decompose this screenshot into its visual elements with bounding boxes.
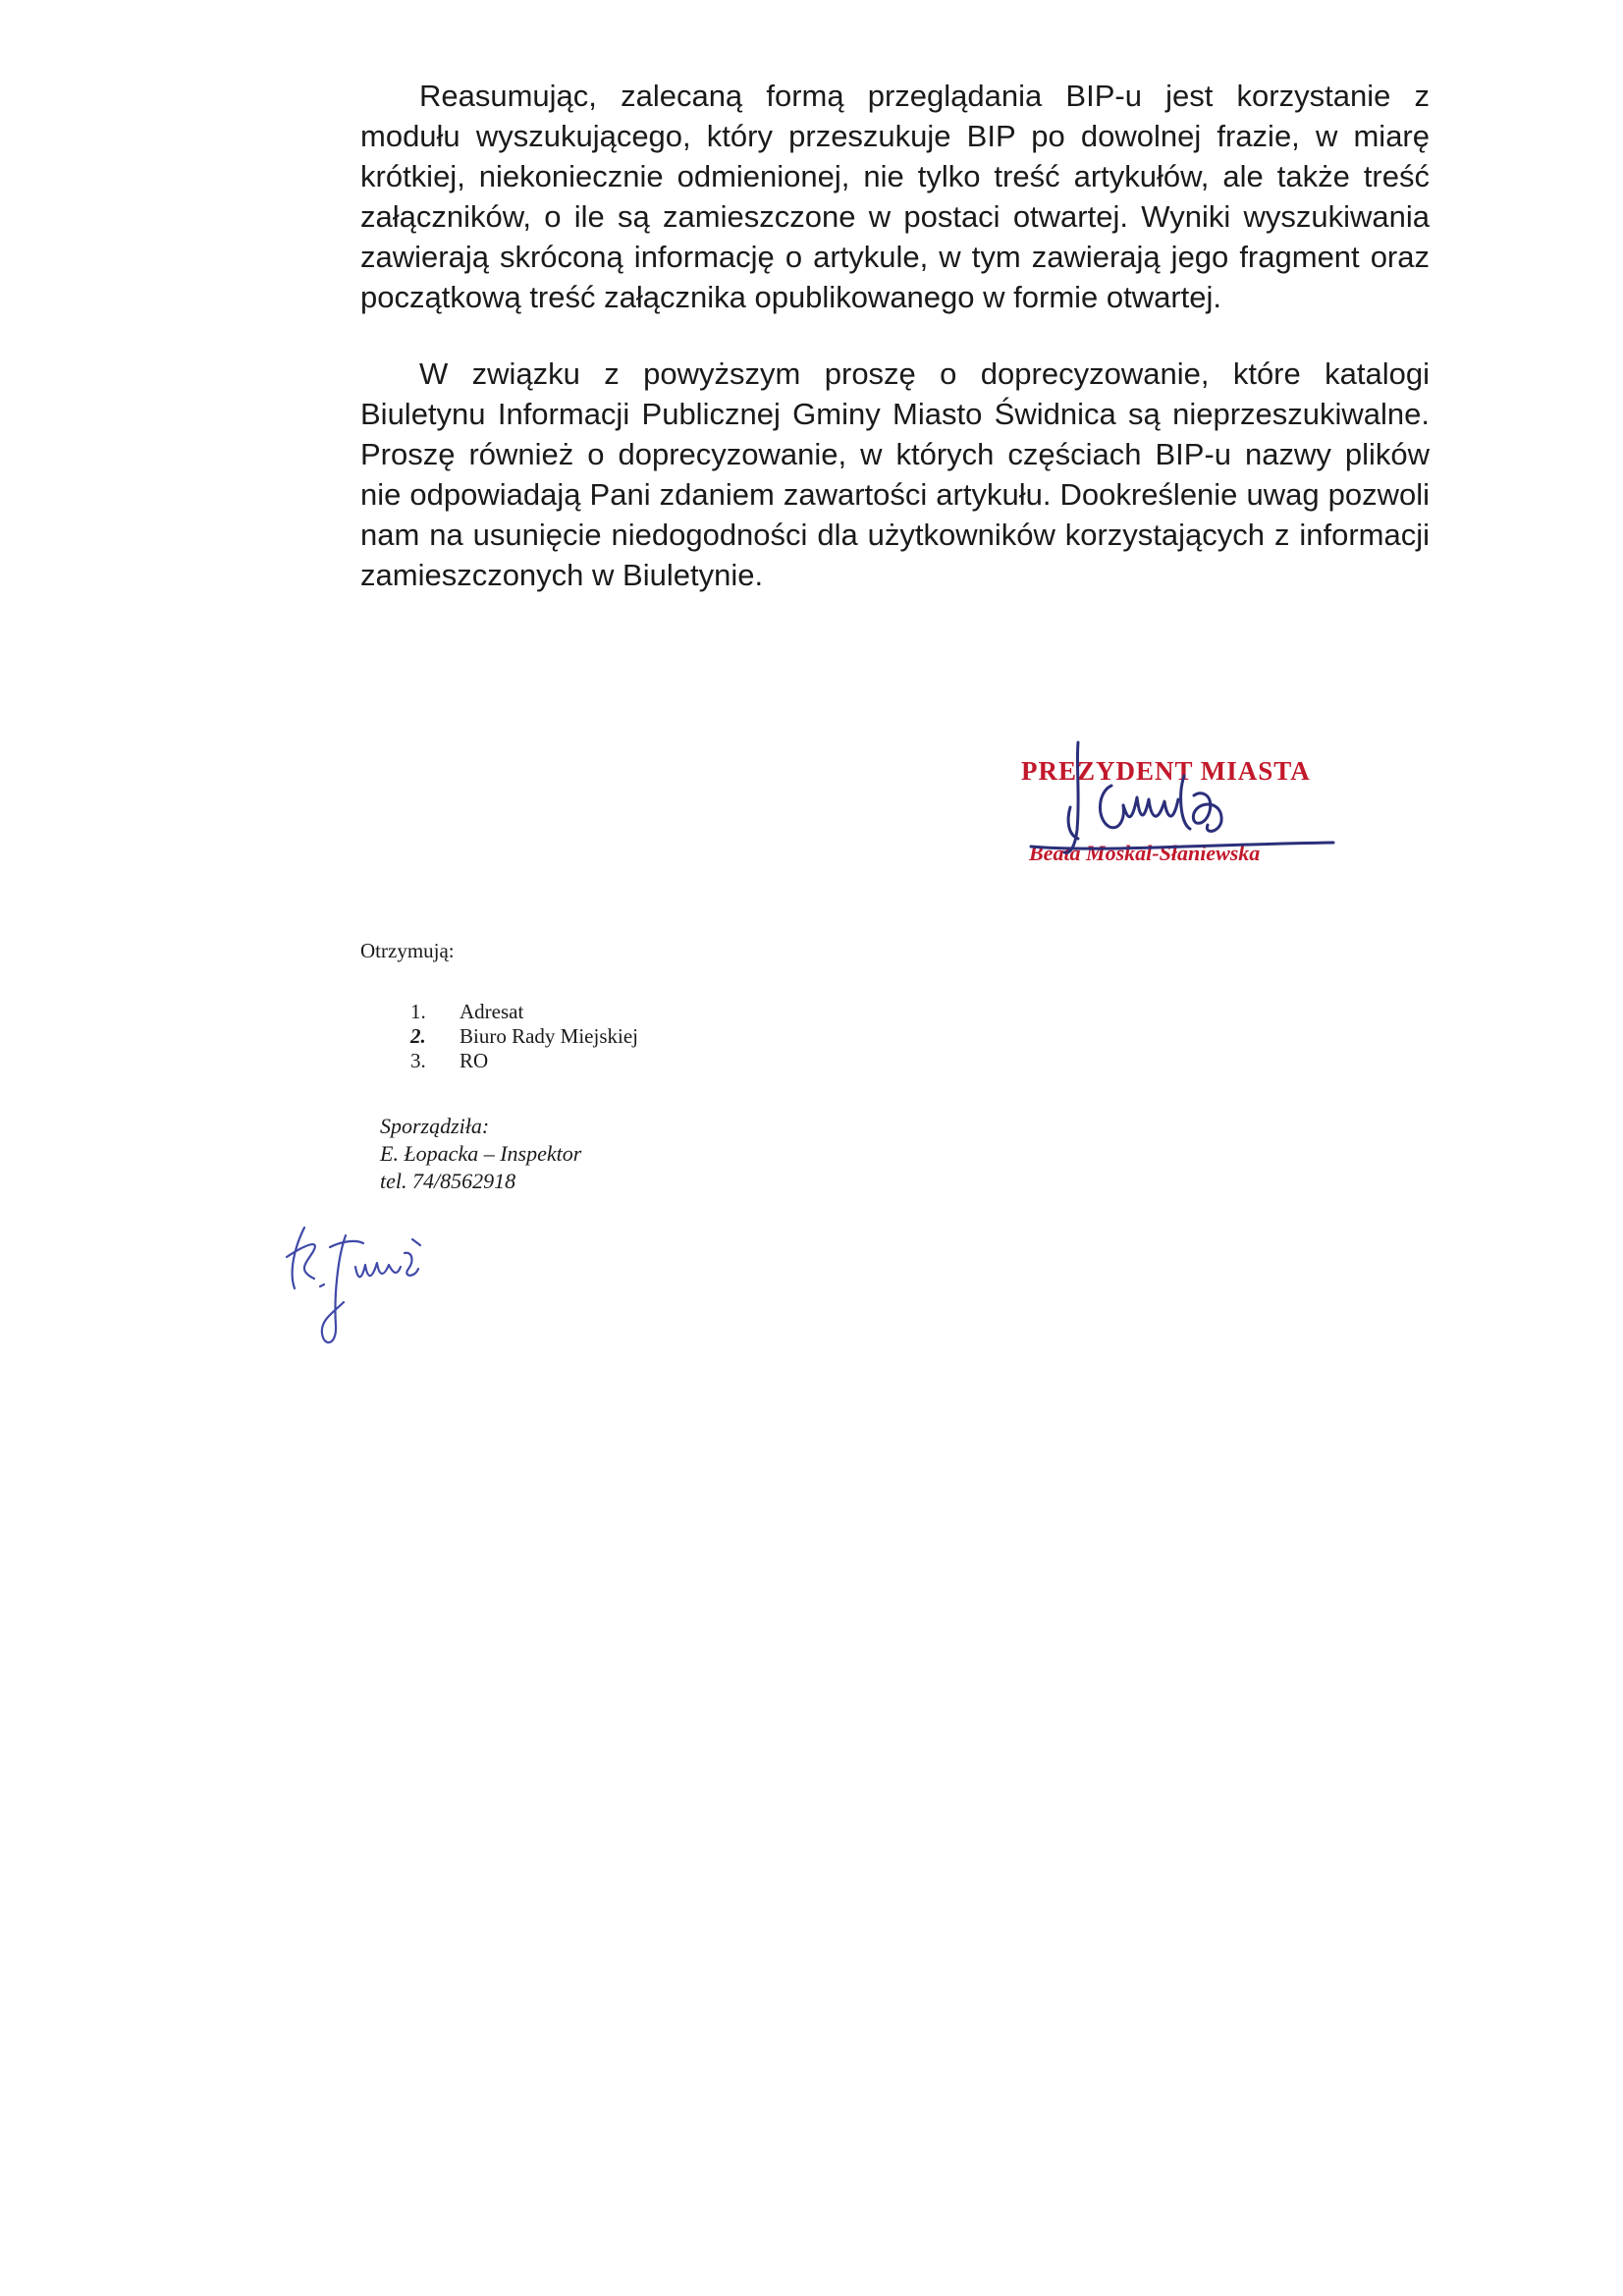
recipient-label: Biuro Rady Miejskiej bbox=[460, 1024, 638, 1048]
recipient-item bbox=[410, 1024, 638, 1049]
recipient-item bbox=[410, 1049, 638, 1073]
recipient-label: RO bbox=[460, 1049, 489, 1072]
stamp-title: PREZYDENT MIASTA bbox=[1021, 756, 1311, 786]
prepared-by-label: Sporządziła: bbox=[380, 1114, 490, 1138]
recipient-item bbox=[410, 1000, 638, 1024]
mayor-stamp bbox=[1021, 737, 1345, 884]
prepared-by-block bbox=[380, 1113, 581, 1195]
prepared-by-name: E. Łopacka – Inspektor bbox=[380, 1141, 582, 1166]
body-paragraph-1: Reasumując, zalecaną formą przeglądania BIP-u jest korzystanie z modułu wyszukującego, który przeszukuje BIP po dowolnej frazie, w miarę krótkiej, niekoniecznie odmienionej, nie tylko treść artykułów, ale także treść załączników, o ile są zamieszczone w postaci otwartej. Wyniki wyszukiwania zawierają skróconą informację o artykule, w tym zawierają jego fragment oraz początkową treść załącznika opublikowanego w formie otwartej. bbox=[360, 79, 1430, 314]
initials-signature bbox=[265, 1218, 442, 1355]
recipient-number: 3. bbox=[410, 1049, 426, 1072]
recipients-heading: Otrzymują: bbox=[360, 939, 455, 962]
recipient-number: 2. bbox=[410, 1024, 426, 1048]
prepared-by-phone: tel. 74/8562918 bbox=[380, 1169, 516, 1193]
recipients-list bbox=[410, 1000, 638, 1073]
recipient-label: Adresat bbox=[460, 1000, 524, 1023]
recipient-number: 1. bbox=[410, 1000, 426, 1023]
body-paragraph-2: W związku z powyższym proszę o doprecyzowanie, które katalogi Biuletynu Informacji Publicznej Gminy Miasto Świdnica są nieprzeszukiwalne. Proszę również o doprecyzowanie, w których częściach BIP-u nazwy plików nie odpowiadają Pani zdaniem zawartości artykułu. Dookreślenie uwag pozwoli nam na usunięcie niedogodności dla użytkowników korzystających z informacji zamieszczonych w Biuletynie. bbox=[360, 356, 1430, 592]
mayor-signature bbox=[1021, 737, 1345, 884]
stamp-name: Beata Moskal-Słaniewska bbox=[1029, 841, 1261, 865]
